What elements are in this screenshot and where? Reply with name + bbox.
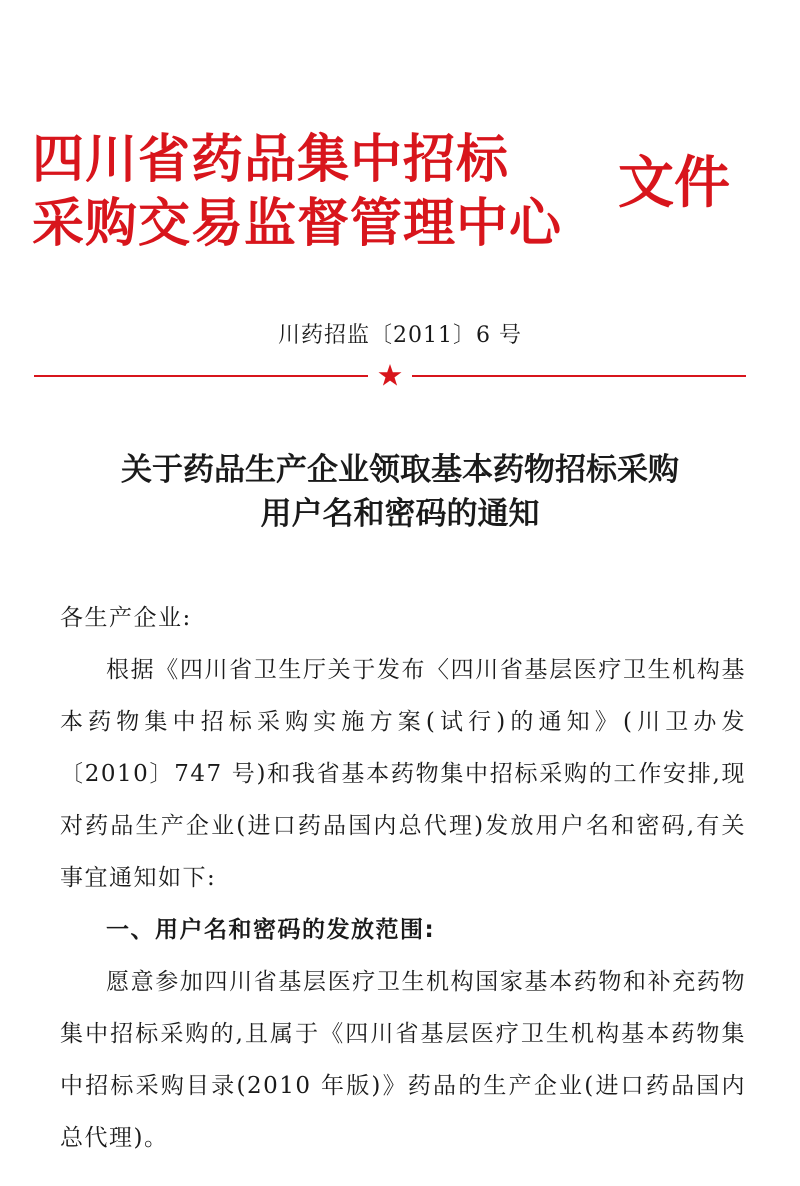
organization-name-line-2: 采购交易监督管理中心: [32, 194, 563, 254]
section-1-text: 愿意参加四川省基层医疗卫生机构国家基本药物和补充药物集中招标采购的,且属于《四川省基层医疗卫生机构基本药物集中招标采购目录(2010 年版)》药品的生产企业(进口药品国内总代理)。: [60, 969, 746, 1151]
issuing-organization: [32, 128, 632, 256]
notice-body: [60, 592, 746, 1164]
organization-name-line-1: 四川省药品集中招标: [32, 130, 510, 190]
body-paragraph-1: 根据《四川省卫生厅关于发布〈四川省基层医疗卫生机构基本药物集中招标采购实施方案(试行)的通知》(川卫办发〔2010〕747 号)和我省基本药物集中招标采购的工作安排,现对药品生产企业(进口药品国内总代理)发放用户名和密码,有关事宜通知如下:: [60, 657, 746, 891]
star-icon: [378, 364, 402, 386]
notice-title: [0, 448, 800, 536]
document-number: 川药招监〔2011〕6 号: [278, 323, 522, 348]
notice-title-line-1: 关于药品生产企业领取基本药物招标采购: [121, 452, 679, 488]
section-1-heading: 一、用户名和密码的发放范围:: [106, 917, 436, 943]
salutation: 各生产企业:: [60, 605, 192, 631]
red-divider: [34, 364, 746, 386]
document-type-label: 文件: [618, 151, 730, 216]
divider-rule-right: [412, 375, 746, 377]
notice-title-line-2: 用户名和密码的通知: [260, 496, 540, 532]
divider-rule-left: [34, 375, 368, 377]
